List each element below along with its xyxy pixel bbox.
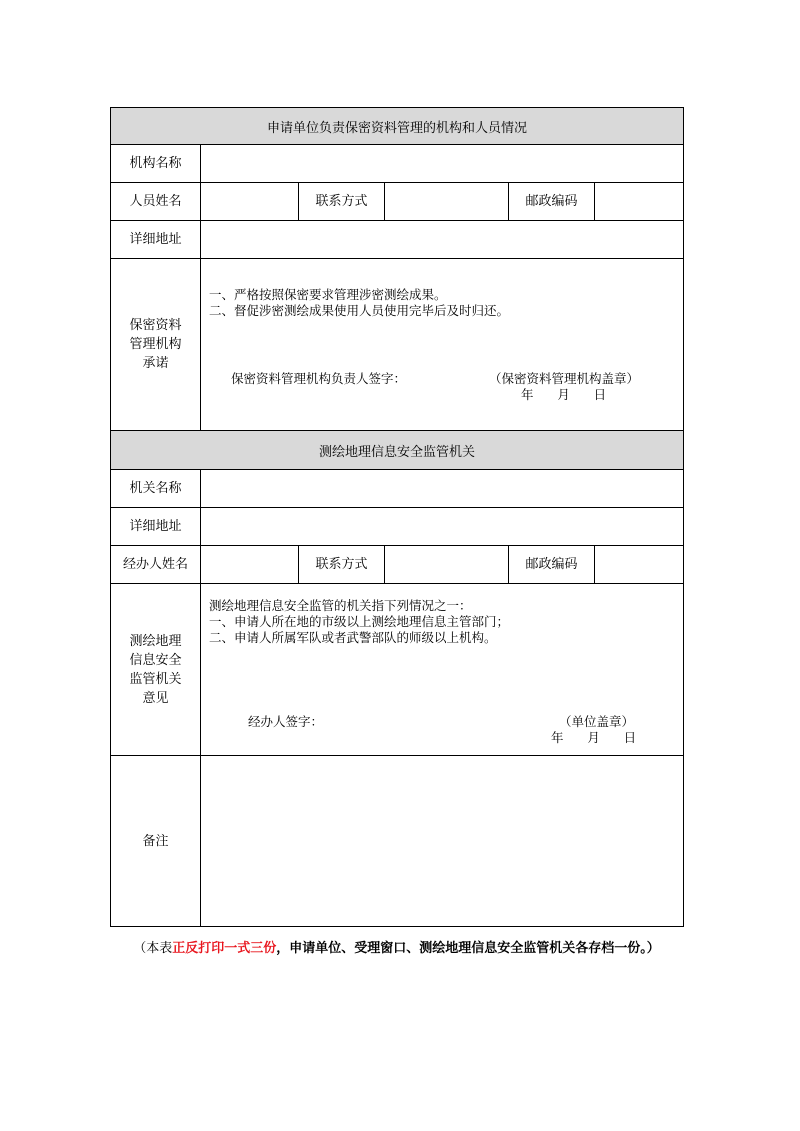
section1-header-row (111, 108, 684, 145)
footnote (110, 937, 683, 956)
handler-contact-label: 联系方式 (299, 546, 385, 584)
address-row (111, 221, 684, 259)
footnote-suffix: ，申请单位、受理窗口、测绘地理信息安全监管机关各存档一份。） (276, 941, 660, 956)
contact-field[interactable] (385, 183, 509, 221)
handler-postcode-label: 邮政编码 (509, 546, 595, 584)
commitment-date: 年 月 日 (521, 387, 607, 402)
authority-name-field[interactable] (201, 470, 684, 508)
section2-header-row (111, 431, 684, 470)
commitment-line-1: 一、严格按照保密要求管理涉密测绘成果。 (209, 287, 447, 302)
footnote-highlight: 正反打印一式三份 (172, 941, 277, 956)
authority-address-label: 详细地址 (111, 508, 201, 546)
commitment-cell (201, 259, 684, 431)
authority-address-row (111, 508, 684, 546)
opinion-signature-label: 经办人签字： (248, 714, 324, 729)
postcode-field[interactable] (595, 183, 684, 221)
commitment-label (111, 259, 201, 431)
application-form-table (110, 107, 684, 927)
section2-title: 测绘地理信息安全监管机关 (111, 431, 684, 470)
remarks-label: 备注 (111, 756, 201, 927)
person-name-field[interactable] (201, 183, 299, 221)
opinion-line-2: 一、申请人所在地的市级以上测绘地理信息主管部门； (209, 614, 510, 629)
handler-name-label: 经办人姓名 (111, 546, 201, 584)
org-name-field[interactable] (201, 145, 684, 183)
commitment-line-2: 二、督促涉密测绘成果使用人员使用完毕后及时归还。 (209, 303, 510, 318)
section1-title: 申请单位负责保密资料管理的机构和人员情况 (111, 108, 684, 145)
opinion-label-text: 测绘地理信息安全监管机关意见 (129, 633, 182, 706)
handler-contact-field[interactable] (385, 546, 509, 584)
commitment-label-text: 保密资料管理机构承诺 (129, 318, 182, 371)
opinion-text (209, 598, 509, 646)
org-name-label: 机构名称 (111, 145, 201, 183)
opinion-line-3: 二、申请人所属军队或者武警部队的师级以上机构。 (209, 630, 497, 645)
opinion-label (111, 584, 201, 756)
opinion-cell (201, 584, 684, 756)
postcode-label: 邮政编码 (509, 183, 595, 221)
authority-name-row (111, 470, 684, 508)
commitment-seal-label: （保密资料管理机构盖章） (489, 371, 640, 386)
opinion-line-1: 测绘地理信息安全监管的机关指下列情况之一： (209, 598, 472, 613)
commitment-signature-label: 保密资料管理机构负责人签字： (231, 371, 407, 386)
commitment-text (209, 287, 509, 319)
remarks-field[interactable] (201, 756, 684, 927)
person-row (111, 183, 684, 221)
remarks-row (111, 756, 684, 927)
footnote-prefix: （本表 (133, 941, 173, 956)
org-name-row (111, 145, 684, 183)
handler-postcode-field[interactable] (595, 546, 684, 584)
opinion-row (111, 584, 684, 756)
handler-name-field[interactable] (201, 546, 299, 584)
opinion-seal-label: （单位盖章） (559, 714, 635, 729)
address-field[interactable] (201, 221, 684, 259)
authority-name-label: 机关名称 (111, 470, 201, 508)
address-label: 详细地址 (111, 221, 201, 259)
authority-address-field[interactable] (201, 508, 684, 546)
person-name-label: 人员姓名 (111, 183, 201, 221)
opinion-date: 年 月 日 (551, 730, 637, 745)
contact-label: 联系方式 (299, 183, 385, 221)
commitment-row (111, 259, 684, 431)
handler-row (111, 546, 684, 584)
